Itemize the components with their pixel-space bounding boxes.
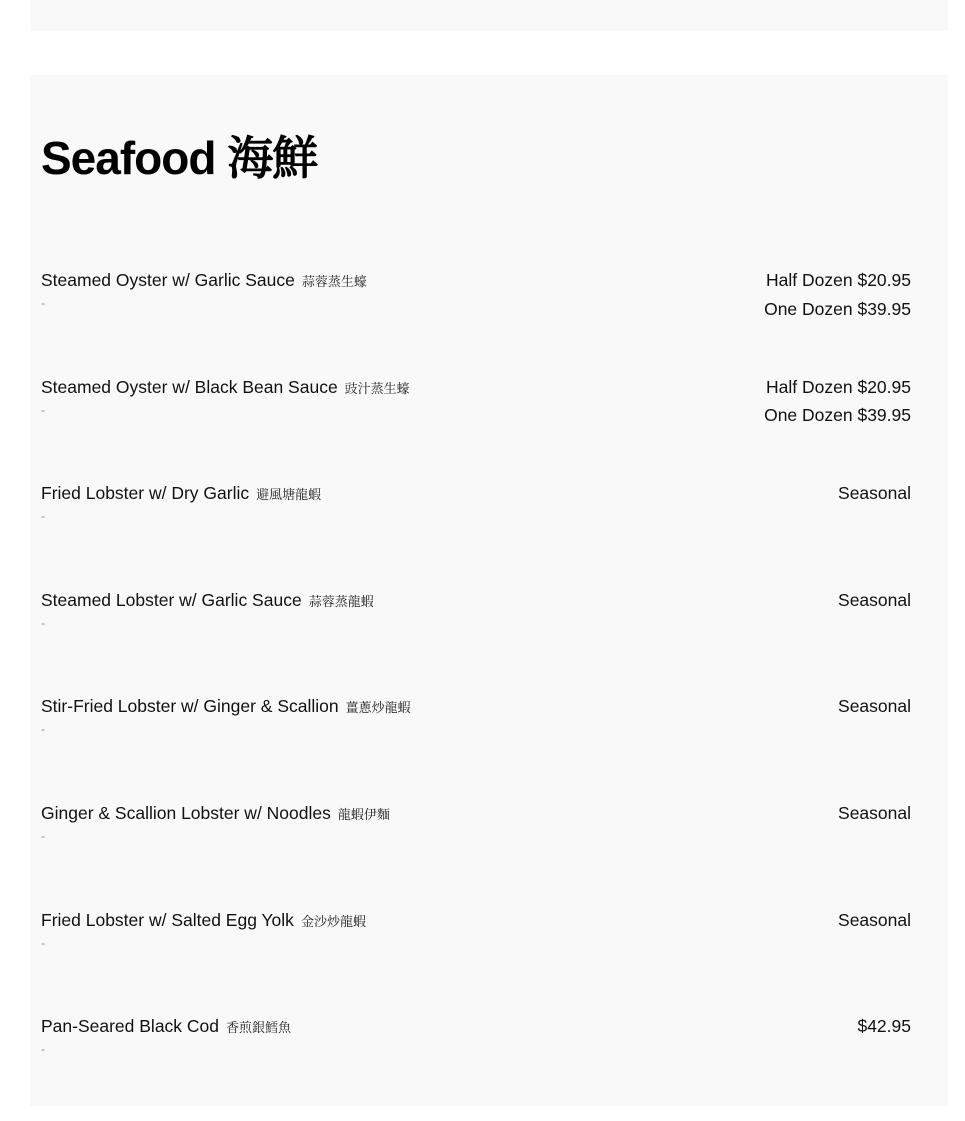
menu-list (41, 268, 911, 1121)
item-price: Seasonal (838, 696, 911, 717)
item-name (41, 1014, 291, 1040)
item-price: Half Dozen $20.95 (766, 270, 911, 290)
item-description: - (41, 296, 45, 310)
menu-item (41, 694, 911, 801)
item-description: - (41, 935, 45, 950)
item-chinese-name: 龍蝦伊麵 (337, 806, 390, 822)
item-chinese-name: 蒜蓉蒸龍蝦 (308, 593, 374, 609)
item-name (41, 694, 411, 720)
menu-item (41, 481, 911, 588)
item-chinese-name: 避風塘龍蝦 (256, 487, 322, 503)
menu-item (41, 375, 911, 482)
menu-item (41, 801, 911, 908)
item-name (41, 588, 374, 614)
item-name-text: Stir-Fried Lobster w/ Ginger & Scallion (41, 696, 339, 717)
menu-item (41, 908, 911, 1015)
item-name-text: Pan-Seared Black Cod (41, 1016, 220, 1037)
item-price: Seasonal (838, 909, 911, 930)
item-name (41, 375, 410, 401)
menu-item (41, 268, 911, 375)
item-chinese-name: 香煎銀鱈魚 (226, 1020, 292, 1036)
item-description: - (41, 1042, 45, 1057)
item-prices (838, 481, 911, 509)
item-prices (838, 694, 911, 722)
item-price: Half Dozen $20.95 (766, 376, 911, 397)
item-price: Seasonal (838, 589, 911, 610)
item-price: Seasonal (838, 802, 911, 823)
item-description: - (41, 828, 45, 843)
item-price: One Dozen $39.95 (764, 298, 911, 319)
item-prices (764, 268, 911, 323)
menu-item (41, 588, 911, 695)
item-price: Seasonal (838, 483, 911, 504)
item-name-text: Steamed Lobster w/ Garlic Sauce (41, 589, 302, 610)
item-prices (838, 908, 911, 936)
section-title: Seafood 海鮮 (41, 132, 318, 184)
item-name-text: Steamed Oyster w/ Garlic Sauce (41, 270, 295, 290)
item-chinese-name: 金沙炒龍蝦 (300, 913, 366, 929)
item-description: - (41, 509, 45, 524)
seafood-section (30, 75, 948, 1106)
item-name (41, 801, 390, 827)
item-prices (764, 375, 911, 430)
item-prices (838, 588, 911, 616)
item-name (41, 481, 321, 507)
item-prices (838, 801, 911, 829)
item-name-text: Fried Lobster w/ Dry Garlic (41, 483, 250, 504)
item-chinese-name: 豉汁蒸生蠔 (344, 380, 410, 396)
item-prices (857, 1014, 911, 1042)
item-price: $42.95 (857, 1016, 911, 1037)
item-name-text: Fried Lobster w/ Salted Egg Yolk (41, 909, 294, 930)
item-name (41, 268, 367, 294)
item-price: One Dozen $39.95 (764, 405, 911, 426)
previous-section-card (30, 0, 948, 31)
item-description: - (41, 722, 45, 737)
item-chinese-name: 薑蔥炒龍蝦 (345, 700, 411, 716)
item-description: - (41, 615, 45, 630)
item-description: - (41, 402, 45, 417)
item-name-text: Ginger & Scallion Lobster w/ Noodles (41, 802, 331, 823)
menu-item (41, 1014, 911, 1121)
item-name (41, 908, 366, 934)
item-name-text: Steamed Oyster w/ Black Bean Sauce (41, 376, 338, 397)
item-chinese-name: 蒜蓉蒸生蠔 (301, 274, 367, 289)
